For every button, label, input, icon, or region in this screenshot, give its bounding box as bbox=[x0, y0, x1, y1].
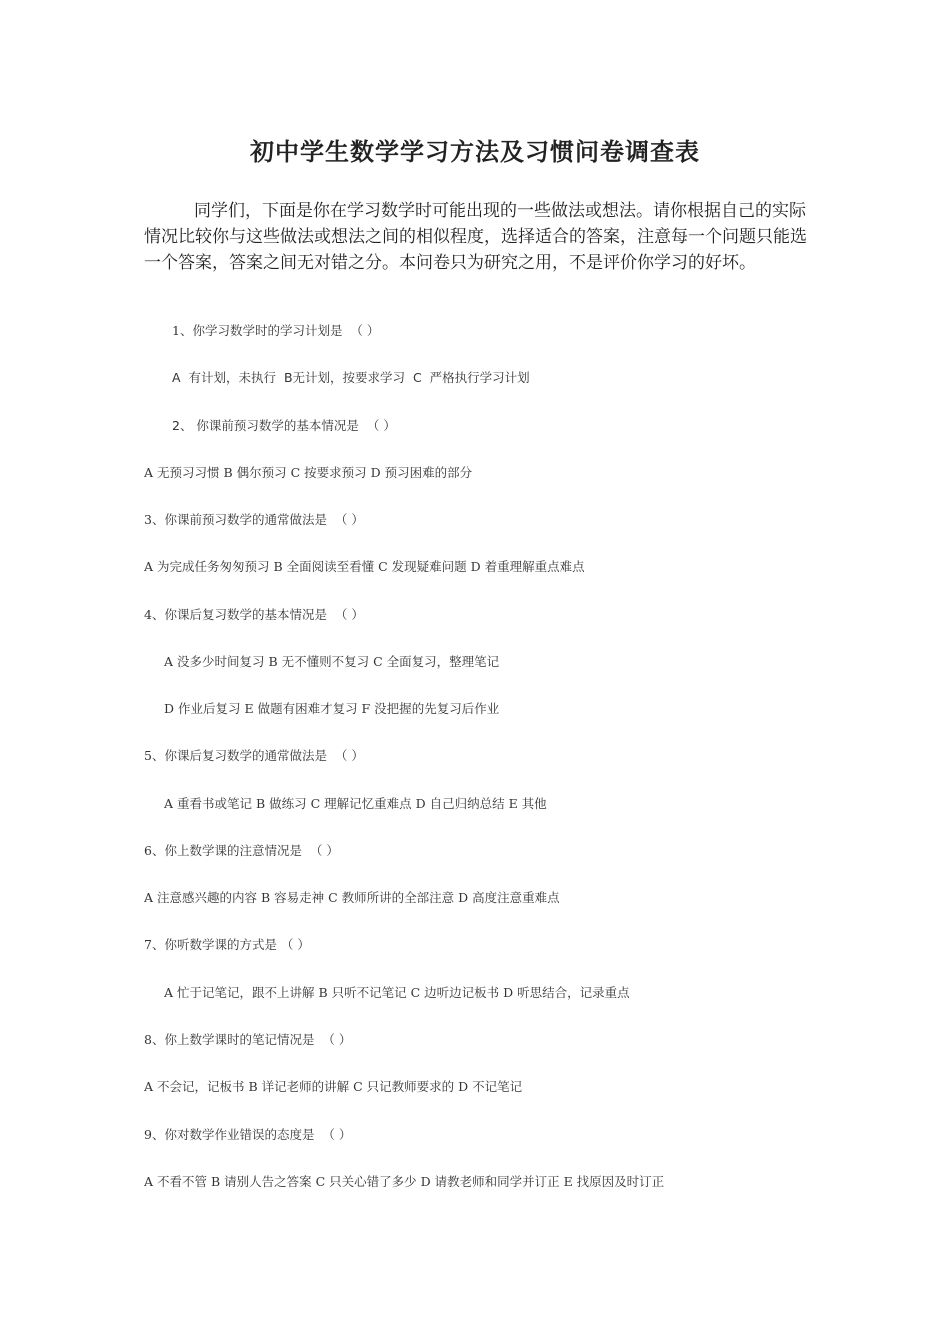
question-1: 1、你学习数学时的学习计划是 （ ） bbox=[172, 323, 380, 338]
options-2: A 无预习习惯 B 偶尔预习 C 按要求预习 D 预习困难的部分 bbox=[144, 465, 473, 480]
question-2: 2、 你课前预习数学的基本情况是 （ ） bbox=[172, 418, 396, 433]
page-title: 初中学生数学学习方法及习惯问卷调查表 bbox=[250, 137, 700, 166]
options-9: A 不看不管 B 请别人告之答案 C 只关心错了多少 D 请教老师和同学并订正 E 找原因及时订正 bbox=[144, 1174, 665, 1189]
question-5: 5、你课后复习数学的通常做法是 （ ） bbox=[144, 748, 364, 763]
intro-paragraph: 同学们，下面是你在学习数学时可能出现的一些做法或想法。请你根据自己的实际情况比较你与这些做法或想法之间的相似程度，选择适合的答案，注意每一个问题只能选一个答案，答案之间无对错之分。本问卷只为研究之用，不是评价你学习的好坏。 bbox=[144, 201, 807, 273]
question-4: 4、你课后复习数学的基本情况是 （ ） bbox=[144, 607, 364, 622]
options-8: A 不会记，记板书 B 详记老师的讲解 C 只记教师要求的 D 不记笔记 bbox=[144, 1079, 523, 1094]
options-5: A 重看书或笔记 B 做练习 C 理解记忆重难点 D 自己归纳总结 E 其他 bbox=[164, 796, 547, 811]
options-1: A 有计划，未执行 B无计划，按要求学习 C 严格执行学习计划 bbox=[172, 370, 530, 385]
options-6: A 注意感兴趣的内容 B 容易走神 C 教师所讲的全部注意 D 高度注意重难点 bbox=[144, 890, 560, 905]
question-7: 7、你听数学课的方式是 （ ） bbox=[144, 937, 310, 952]
question-3: 3、你课前预习数学的通常做法是 （ ） bbox=[144, 512, 364, 527]
options-7: A 忙于记笔记，跟不上讲解 B 只听不记笔记 C 边听边记板书 D 听思结合，记录重点 bbox=[164, 985, 630, 1000]
options-4a: A 没多少时间复习 B 无不懂则不复习 C 全面复习，整理笔记 bbox=[164, 654, 500, 669]
options-3: A 为完成任务匆匆预习 B 全面阅读至看懂 C 发现疑难问题 D 着重理解重点难点 bbox=[144, 559, 585, 574]
options-4b: D 作业后复习 E 做题有困难才复习 F 没把握的先复习后作业 bbox=[164, 701, 500, 716]
question-6: 6、你上数学课的注意情况是 （ ） bbox=[144, 843, 339, 858]
question-9: 9、你对数学作业错误的态度是 （ ） bbox=[144, 1127, 352, 1142]
question-8: 8、你上数学课时的笔记情况是 （ ） bbox=[144, 1032, 352, 1047]
